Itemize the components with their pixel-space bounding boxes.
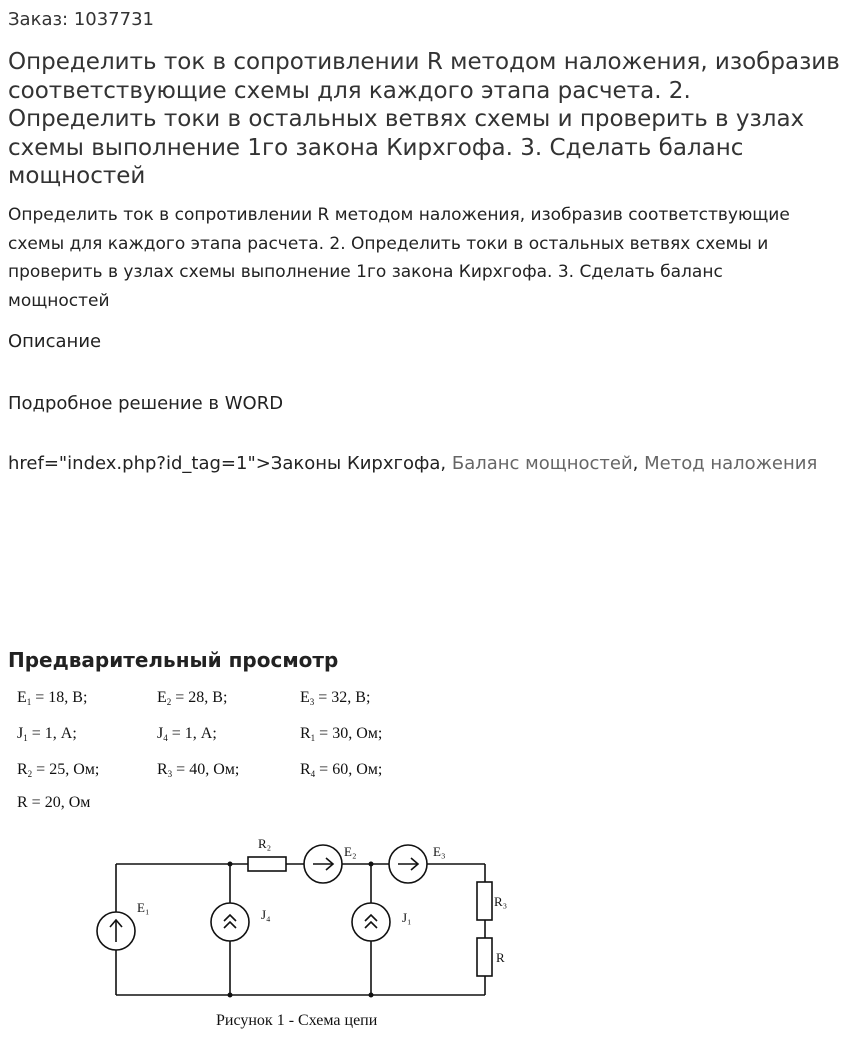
- label-r: R: [496, 950, 505, 965]
- param-r: R = 20, Ом: [17, 794, 91, 811]
- tag-superposition-link[interactable]: Метод наложения: [644, 453, 818, 474]
- label-j4: J₄: [261, 907, 271, 922]
- param-j1: $J_1 = 1$, А;: [17, 725, 77, 743]
- resistor-r2: [248, 857, 286, 871]
- tag-list: href="index.php?id_tag=1">Законы Кирхгофа, Баланс мощностей, Метод наложения: [8, 453, 818, 474]
- node-top-2: [369, 862, 374, 867]
- label-r2: R₂: [258, 836, 272, 851]
- preview-heading: Предварительный просмотр: [8, 648, 339, 672]
- param-j4: $J_4 = 1$, А;: [157, 725, 217, 743]
- param-r3: $R_3 = 40$, Ом;: [157, 761, 240, 779]
- param-e1: $E_1 = 18$, В;: [17, 689, 88, 707]
- label-r3: R₃: [494, 894, 508, 909]
- param-e3: $E_3 = 32$, В;: [300, 689, 371, 707]
- resistor-r3: [477, 882, 492, 920]
- label-e1: E₁: [137, 900, 150, 915]
- description-label: Описание: [8, 331, 102, 352]
- param-r4: $R_4 = 60$, Ом;: [300, 761, 383, 779]
- task-description: Определить ток в сопротивлении R методом наложения, изобразив соответствующие схемы для каждого этапа расчета. 2. Определить токи в остальных ветвях схемы и проверить в узлах схемы выполнение 1го закона Кирхгофа. 3. Сделать баланс мощностей: [8, 205, 790, 311]
- figure-caption: Рисунок 1 - Схема цепи: [216, 1012, 378, 1029]
- tag-power-balance-link[interactable]: Баланс мощностей: [451, 453, 633, 474]
- node-top-1: [228, 862, 233, 867]
- param-r2: $R_2 = 25$, Ом;: [17, 761, 100, 779]
- label-e3: E₃: [433, 844, 446, 859]
- resistor-r: [477, 938, 492, 976]
- label-j1: J₁: [402, 910, 412, 925]
- order-number: Заказ: 1037731: [8, 9, 154, 30]
- tag-kirchhoff: href="index.php?id_tag=1">Законы Кирхгофа: [8, 453, 441, 474]
- node-bottom-2: [369, 993, 374, 998]
- node-bottom-1: [228, 993, 233, 998]
- param-r1: $R_1 = 30$, Ом;: [300, 725, 383, 743]
- param-e2: $E_2 = 28$, В;: [157, 689, 228, 707]
- parameters-block: [0, 680, 847, 820]
- solution-format: Подробное решение в WORD: [8, 393, 284, 414]
- circuit-diagram: [0, 820, 847, 1015]
- label-e2: E₂: [344, 844, 357, 859]
- page-title: Определить ток в сопротивлении R методом наложения, изобразив соответствующие схемы для каждого этапа расчета. 2. Определить токи в остальных ветвях схемы и проверить в узлах схемы выполнение 1го закона Кирхгофа. 3. Сделать баланс мощностей: [8, 49, 840, 189]
